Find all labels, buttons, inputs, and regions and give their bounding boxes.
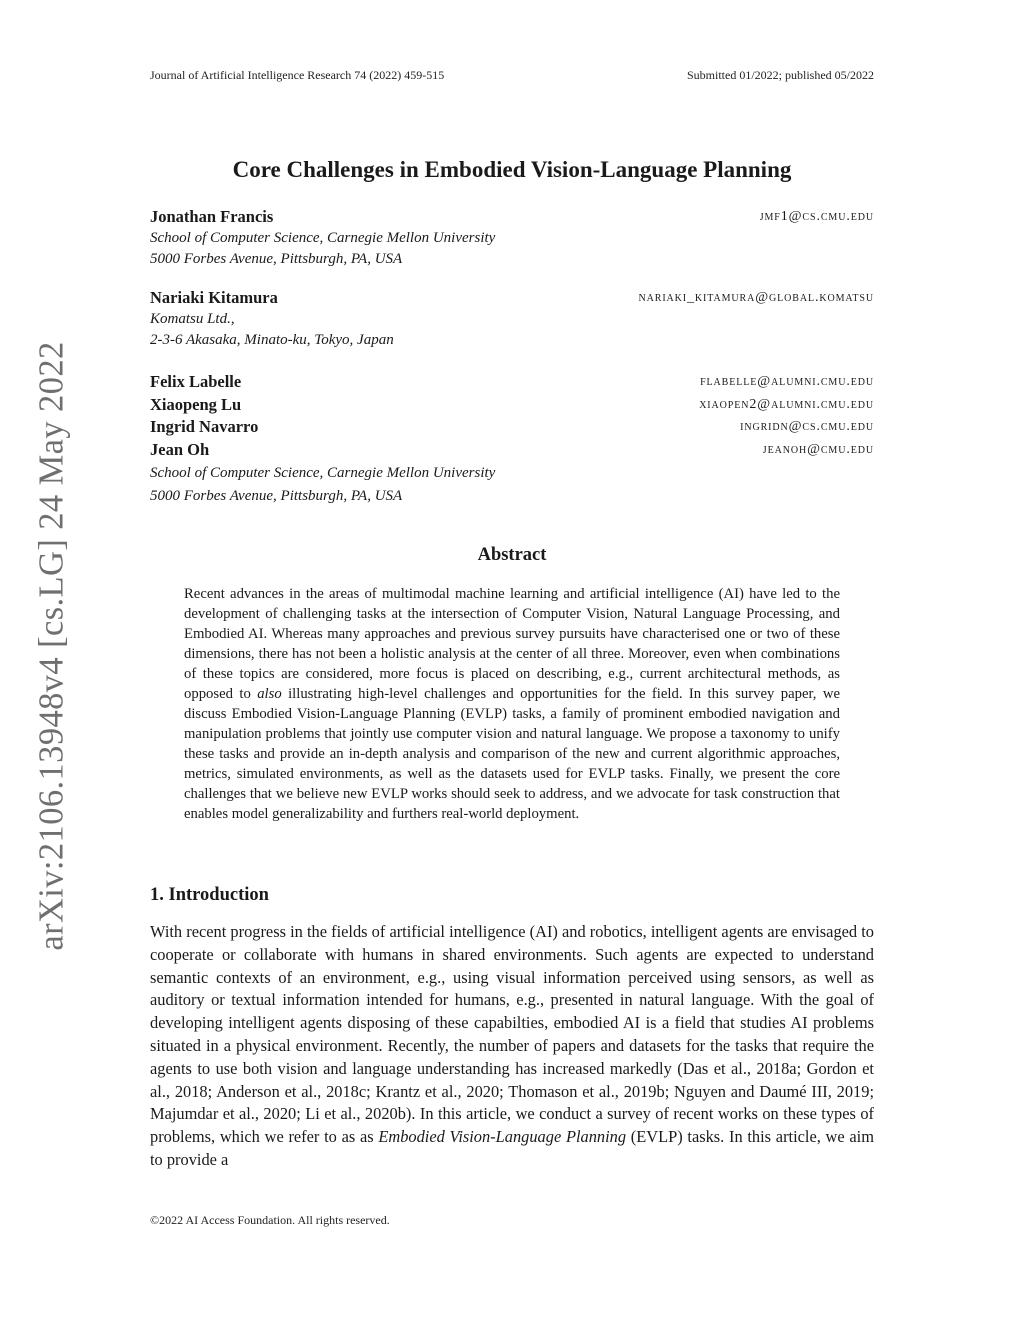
author-affiliation: School of Computer Science, Carnegie Mellon University <box>150 230 496 246</box>
author-group-2 <box>150 287 874 351</box>
paper-title: Core Challenges in Embodied Vision-Language Planning <box>232 157 792 182</box>
author-name: Xiaopeng Lu <box>150 394 242 414</box>
author-name: Jean Oh <box>150 440 210 460</box>
author-group-1 <box>150 206 874 270</box>
author-group-3 <box>150 371 874 508</box>
abstract-emphasis: also <box>257 686 282 702</box>
author-address: 5000 Forbes Avenue, Pittsburgh, PA, USA <box>150 487 403 504</box>
author-name: Ingrid Navarro <box>150 417 259 437</box>
introduction-emphasis: Embodied Vision-Language Planning <box>378 1127 627 1147</box>
author-email: jmf1@cs.cmu.edu <box>759 209 874 224</box>
abstract-heading: Abstract <box>477 545 547 565</box>
author-address: 2-3-6 Akasaka, Minato-ku, Tokyo, Japan <box>150 332 394 348</box>
author-affiliation: School of Computer Science, Carnegie Mellon University <box>150 464 496 481</box>
author-email: jeanoh@cmu.edu <box>762 442 874 458</box>
author-name: Felix Labelle <box>150 372 242 391</box>
author-email: nariaki_kitamura@global.komatsu <box>638 290 874 305</box>
journal-header: Journal of Artificial Intelligence Research 74 (2022) 459-515 <box>150 68 445 82</box>
author-address: 5000 Forbes Avenue, Pittsburgh, PA, USA <box>150 251 403 267</box>
arxiv-stamp: arXiv:2106.13948v4 [cs.LG] 24 May 2022 <box>32 341 71 951</box>
author-email: xiaopen2@alumni.cmu.edu <box>699 396 874 412</box>
author-name: Jonathan Francis <box>150 207 274 226</box>
section-heading-introduction: 1. Introduction <box>150 885 269 905</box>
copyright-footer: ©2022 AI Access Foundation. All rights reserved. <box>150 1213 390 1227</box>
abstract-text: Recent advances in the areas of multimodal machine learning and artificial intelligence (AI) have led to the development of challenging tasks at the intersection of Computer Vision, Natural Language Processing, and Embodied AI. Whereas many approaches and previous survey pursuits have characterised one or two of these dimensions, there has not been a holistic analysis at the center of all three. Moreover, even when combinations of these topics are considered, more focus is placed on describing, e.g., current architectural methods, as opposed to also illustrating high-level challenges and opportunities for the field. In this survey paper, we discuss Embodied Vision-Language Planning (EVLP) tasks, a family of prominent embodied navigation and manipulation problems that jointly use computer vision and natural language. We propose a taxonomy to unify these tasks and provide an in-depth analysis and comparison of the new and current algorithmic approaches, metrics, simulated environments, as well as the datasets used for EVLP tasks. Finally, we present the core challenges that we believe new EVLP works should seek to address, and we advocate for task construction that enables model generalizability and furthers real-world deployment. <box>184 586 840 822</box>
submission-dates: Submitted 01/2022; published 05/2022 <box>686 68 874 82</box>
author-email: ingridn@cs.cmu.edu <box>740 419 874 435</box>
author-name: Nariaki Kitamura <box>150 288 278 307</box>
author-affiliation: Komatsu Ltd., <box>150 311 235 327</box>
introduction-text: With recent progress in the fields of artificial intelligence (AI) and robotics, intelligent agents are envisaged to cooperate or collaborate with humans in shared environments. Such agents are expected to understand semantic contexts of an environment, e.g., using visual information perceived using sensors, as well as auditory or textual information intended for humans, e.g., presented in natural language. With the goal of developing intelligent agents disposing of these capabilties, embodied AI is a field that studies AI problems situated in a physical environment. Recently, the number of papers and datasets for the tasks that require the agents to use both vision and language understanding has increased markedly (Das et al., 2018a; Gordon et al., 2018; Anderson et al., 2018c; Krantz et al., 2020; Thomason et al., 2019b; Nguyen and Daumé III, 2019; Majumdar et al., 2020; Li et al., 2020b). In this article, we conduct a survey of recent works on these types of problems, which we refer to as as Embodied Vision-Language Planning (EVLP) tasks. In this article, we aim to provide a <box>150 922 874 1169</box>
author-email: flabelle@alumni.cmu.edu <box>700 374 874 389</box>
